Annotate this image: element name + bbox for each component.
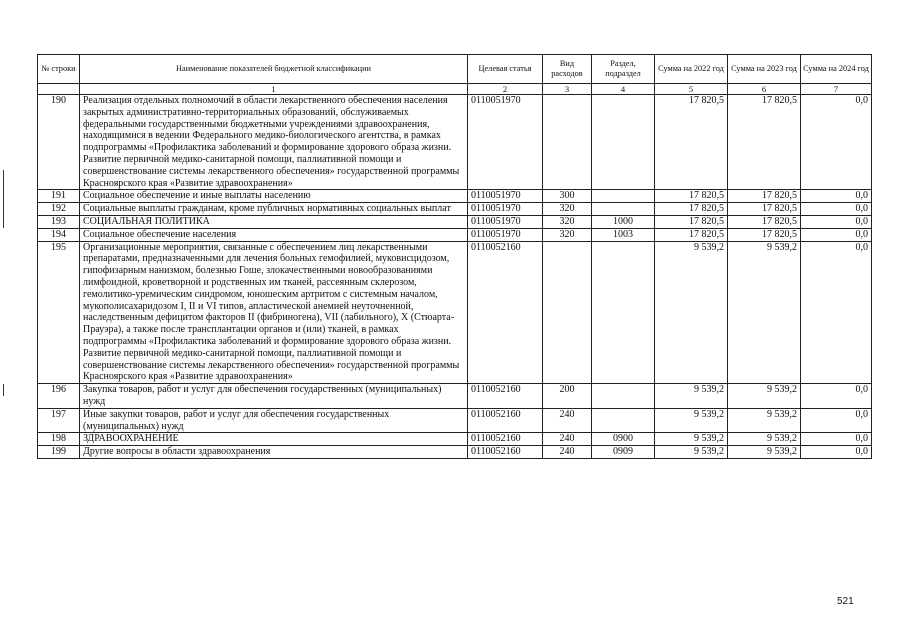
section-cell — [592, 95, 655, 190]
indicator-name-cell: Социальные выплаты гражданам, кроме публичных нормативных социальных выплат — [80, 203, 468, 216]
table-row — [38, 241, 872, 384]
sum-2023-cell: 9 539,2 — [728, 446, 801, 459]
col-number: 3 — [543, 84, 592, 95]
sum-2023-cell: 17 820,5 — [728, 190, 801, 203]
row-number-cell: 190 — [38, 95, 80, 190]
col-number: 2 — [468, 84, 543, 95]
row-number-cell: 191 — [38, 190, 80, 203]
sum-2022-cell: 9 539,2 — [655, 433, 728, 446]
sum-2024-cell: 0,0 — [801, 228, 872, 241]
expense-type-cell — [543, 241, 592, 384]
row-number-cell: 197 — [38, 408, 80, 433]
sum-2023-cell: 9 539,2 — [728, 408, 801, 433]
table-row — [38, 408, 872, 433]
sum-2022-cell: 17 820,5 — [655, 228, 728, 241]
sum-2024-cell: 0,0 — [801, 190, 872, 203]
section-cell — [592, 190, 655, 203]
sum-2023-cell: 17 820,5 — [728, 215, 801, 228]
row-number-cell: 195 — [38, 241, 80, 384]
table-row — [38, 446, 872, 459]
indicator-name-cell: Иные закупки товаров, работ и услуг для обеспечения государственных (муниципальных) нужд — [80, 408, 468, 433]
sum-2022-cell: 9 539,2 — [655, 384, 728, 409]
budget-classification-table — [37, 54, 872, 459]
scan-margin-mark — [3, 170, 4, 228]
column-number-row — [38, 84, 872, 95]
header-target: Целевая статья — [468, 55, 543, 84]
expense-type-cell: 200 — [543, 384, 592, 409]
target-article-cell: 0110051970 — [468, 203, 543, 216]
row-number-cell: 196 — [38, 384, 80, 409]
section-cell — [592, 203, 655, 216]
header-section: Раздел, подраздел — [592, 55, 655, 84]
indicator-name-cell: ЗДРАВООХРАНЕНИЕ — [80, 433, 468, 446]
target-article-cell: 0110051970 — [468, 228, 543, 241]
sum-2023-cell: 17 820,5 — [728, 203, 801, 216]
sum-2024-cell: 0,0 — [801, 241, 872, 384]
section-cell: 0909 — [592, 446, 655, 459]
expense-type-cell: 240 — [543, 446, 592, 459]
section-cell — [592, 408, 655, 433]
table-row — [38, 215, 872, 228]
row-number-cell: 199 — [38, 446, 80, 459]
target-article-cell: 0110052160 — [468, 408, 543, 433]
table-row — [38, 203, 872, 216]
header-name: Наименование показателей бюджетной классификации — [80, 55, 468, 84]
expense-type-cell: 300 — [543, 190, 592, 203]
indicator-name-cell: Социальное обеспечение и иные выплаты населению — [80, 190, 468, 203]
indicator-name-cell: Закупка товаров, работ и услуг для обеспечения государственных (муниципальных) нужд — [80, 384, 468, 409]
sum-2022-cell: 17 820,5 — [655, 190, 728, 203]
expense-type-cell — [543, 95, 592, 190]
sum-2023-cell: 9 539,2 — [728, 384, 801, 409]
sum-2022-cell: 9 539,2 — [655, 241, 728, 384]
target-article-cell: 0110052160 — [468, 241, 543, 384]
table-header-row — [38, 55, 872, 84]
table-row — [38, 95, 872, 190]
target-article-cell: 0110052160 — [468, 433, 543, 446]
target-article-cell: 0110051970 — [468, 95, 543, 190]
sum-2024-cell: 0,0 — [801, 203, 872, 216]
indicator-name-cell: Социальное обеспечение населения — [80, 228, 468, 241]
expense-type-cell: 320 — [543, 228, 592, 241]
sum-2023-cell: 9 539,2 — [728, 433, 801, 446]
page-number: 521 — [837, 596, 854, 607]
header-exp-type: Вид расходов — [543, 55, 592, 84]
col-number: 1 — [80, 84, 468, 95]
header-sum-2024: Сумма на 2024 год — [801, 55, 872, 84]
row-number-cell: 198 — [38, 433, 80, 446]
sum-2022-cell: 17 820,5 — [655, 203, 728, 216]
expense-type-cell: 240 — [543, 408, 592, 433]
row-number-cell: 193 — [38, 215, 80, 228]
table-row — [38, 433, 872, 446]
header-sum-2023: Сумма на 2023 год — [728, 55, 801, 84]
sum-2024-cell: 0,0 — [801, 95, 872, 190]
sum-2022-cell: 9 539,2 — [655, 446, 728, 459]
sum-2024-cell: 0,0 — [801, 433, 872, 446]
row-number-cell: 194 — [38, 228, 80, 241]
sum-2024-cell: 0,0 — [801, 215, 872, 228]
target-article-cell: 0110051970 — [468, 190, 543, 203]
section-cell: 1003 — [592, 228, 655, 241]
target-article-cell: 0110052160 — [468, 446, 543, 459]
table-row — [38, 384, 872, 409]
indicator-name-cell: СОЦИАЛЬНАЯ ПОЛИТИКА — [80, 215, 468, 228]
sum-2024-cell: 0,0 — [801, 446, 872, 459]
sum-2024-cell: 0,0 — [801, 408, 872, 433]
indicator-name-cell: Организационные мероприятия, связанные с обеспечением лиц лекарственными препаратами, предназначенными для лечения больных гемофилией, муковисцидозом, гипофизарным нанизмом, болезнью Гоше, злокачественными новообразованиями лимфоидной, кроветворной и родственных им тканей, рассеянным склерозом, гемолитико-уремическим синдромом, юношеским артритом с системным началом, мукополисахаридозом I, II и VI типов, апластической анемией неуточненной, наследственным дефицитом факторов II (фибриногена), VII (лабильного), X (Стюарта-Прауэра), а также после трансплантации органов и (или) тканей, в рамках подпрограммы «Профилактика заболеваний и формирование здорового образа жизни. Развитие первичной медико-санитарной помощи, паллиативной помощи и совершенствование системы лекарственного обеспечения» государственной программы Красноярского края «Развитие здравоохранения» — [80, 241, 468, 384]
table-row — [38, 190, 872, 203]
sum-2022-cell: 9 539,2 — [655, 408, 728, 433]
target-article-cell: 0110052160 — [468, 384, 543, 409]
section-cell: 0900 — [592, 433, 655, 446]
table-row — [38, 228, 872, 241]
indicator-name-cell: Другие вопросы в области здравоохранения — [80, 446, 468, 459]
sum-2022-cell: 17 820,5 — [655, 95, 728, 190]
header-sum-2022: Сумма на 2022 год — [655, 55, 728, 84]
col-number: 6 — [728, 84, 801, 95]
section-cell — [592, 241, 655, 384]
sum-2023-cell: 17 820,5 — [728, 95, 801, 190]
sum-2022-cell: 17 820,5 — [655, 215, 728, 228]
expense-type-cell: 240 — [543, 433, 592, 446]
col-number: 7 — [801, 84, 872, 95]
section-cell: 1000 — [592, 215, 655, 228]
header-row-no: № строки — [38, 55, 80, 84]
expense-type-cell: 320 — [543, 215, 592, 228]
sum-2023-cell: 17 820,5 — [728, 228, 801, 241]
expense-type-cell: 320 — [543, 203, 592, 216]
scan-margin-mark — [3, 384, 4, 396]
table-body — [38, 95, 872, 459]
col-number: 5 — [655, 84, 728, 95]
row-number-cell: 192 — [38, 203, 80, 216]
sum-2024-cell: 0,0 — [801, 384, 872, 409]
indicator-name-cell: Реализация отдельных полномочий в области лекарственного обеспечения населения закрытых административно-территориальных образований, обслуживаемых федеральными государственными бюджетными учреждениями здравоохранения, находящимися в ведении Федерального медико-биологического агентства, в рамках подпрограммы «Профилактика заболеваний и формирование здорового образа жизни. Развитие первичной медико-санитарной помощи, паллиативной помощи и совершенствование системы лекарственного обеспечения» государственной программы Красноярского края «Развитие здравоохранения» — [80, 95, 468, 190]
target-article-cell: 0110051970 — [468, 215, 543, 228]
col-number: 4 — [592, 84, 655, 95]
col-number — [38, 84, 80, 95]
sum-2023-cell: 9 539,2 — [728, 241, 801, 384]
section-cell — [592, 384, 655, 409]
